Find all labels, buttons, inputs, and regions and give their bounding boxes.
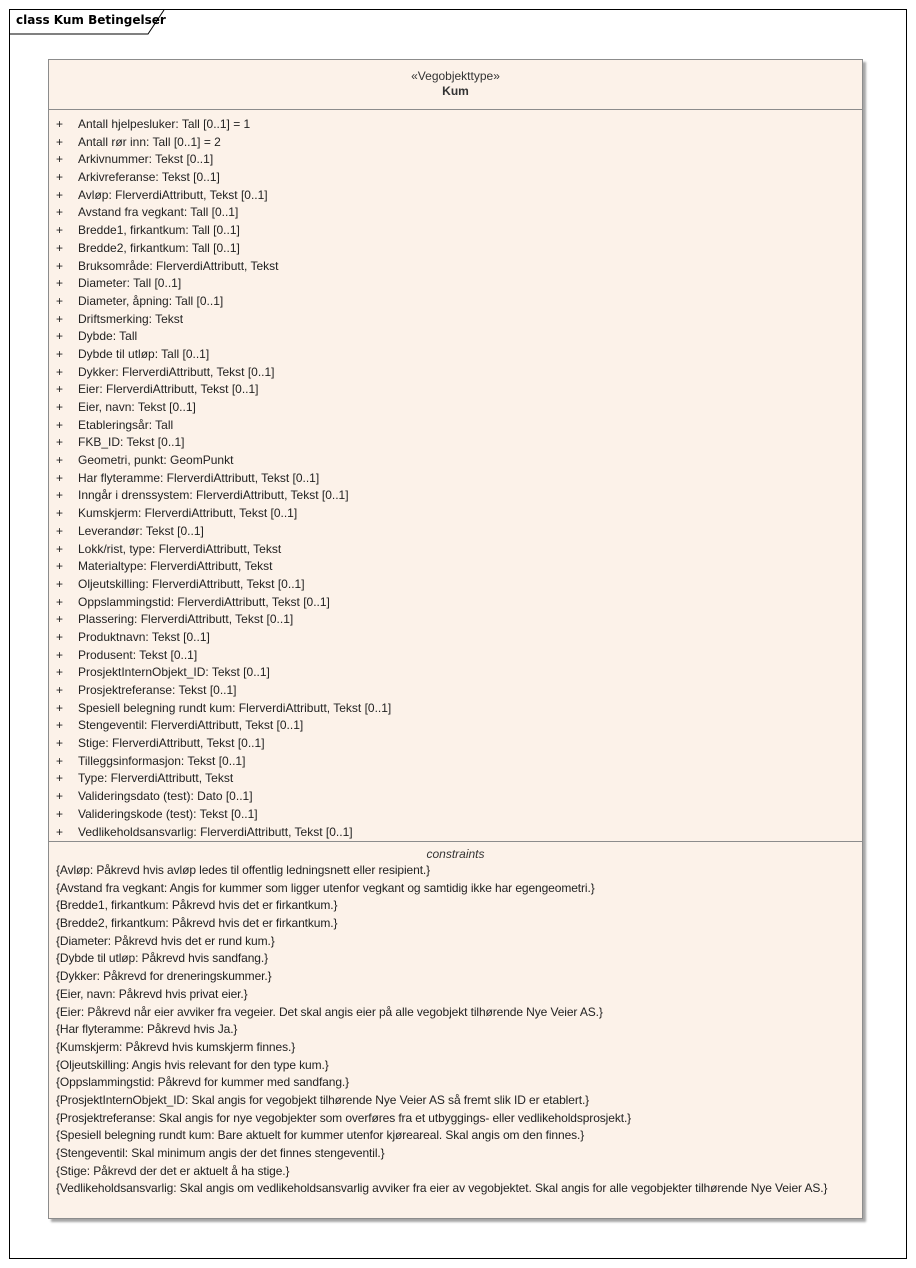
constraint-row: {Kumskjerm: Påkrevd hvis kumskjerm finnes.} [56,1039,296,1054]
attribute-text: Dykker: FlerverdiAttributt, Tekst [0..1] [78,364,275,379]
constraint-row: {Eier: Påkrevd når eier avviker fra vegeier. Det skal angis eier på alle vegobjekt tilhørende Nye Veier AS.} [56,1004,603,1019]
attribute-visibility: + [56,523,64,538]
attribute-text: Diameter, åpning: Tall [0..1] [78,293,224,308]
attribute-row[interactable] [49,187,862,205]
attribute-text: Produktnavn: Tekst [0..1] [78,629,210,644]
attribute-text: Prosjektreferanse: Tekst [0..1] [78,683,237,697]
attribute-visibility: + [56,276,64,291]
attribute-visibility: + [56,665,64,680]
attribute-row[interactable] [49,629,862,647]
attribute-row[interactable] [49,417,862,435]
attribute-text: Dybde til utløp: Tall [0..1] [78,346,210,361]
attribute-text: Stige: FlerverdiAttributt, Tekst [0..1] [78,736,265,751]
constraint-row: {Har flyteramme: Påkrevd hvis Ja.} [56,1022,238,1037]
attribute-visibility: + [56,647,64,662]
attribute-row[interactable] [49,311,862,329]
attribute-text: Vedlikeholdsansvarlig: FlerverdiAttributt, Tekst [0..1] [78,824,353,839]
attribute-visibility: + [56,488,64,503]
attribute-text: Tilleggsinformasjon: Tekst [0..1] [78,753,246,768]
attribute-text: Geometri, punkt: GeomPunkt [78,453,234,468]
attribute-visibility: + [56,329,64,344]
attribute-row[interactable] [49,275,862,293]
attribute-visibility: + [56,400,64,414]
attribute-visibility: + [56,612,64,627]
attribute-row[interactable] [49,806,862,824]
attribute-visibility: + [56,683,64,697]
attribute-text: Bruksområde: FlerverdiAttributt, Tekst [78,258,279,273]
attribute-visibility: + [56,824,64,839]
attribute-visibility: + [56,417,64,432]
attribute-visibility: + [56,187,64,202]
constraint-row: {Avløp: Påkrevd hvis avløp ledes til offentlig ledningsnett eller resipient.} [56,863,431,877]
attribute-text: Bredde1, firkantkum: Tall [0..1] [78,223,240,238]
attribute-row[interactable] [49,541,862,559]
attribute-row[interactable] [49,664,862,682]
attribute-visibility: + [56,435,64,450]
attribute-row[interactable] [49,523,862,541]
constraint-row: {Diameter: Påkrevd hvis det er rund kum.} [56,933,275,948]
attribute-visibility: + [56,346,64,361]
constraints-compartment [49,842,862,1198]
attribute-text: Etableringsår: Tall [78,417,174,432]
constraint-row: {Bredde2, firkantkum: Påkrevd hvis det er firkantkum.} [56,916,338,931]
attribute-text: Valideringsdato (test): Dato [0..1] [78,789,253,804]
constraint-row: {Stige: Påkrevd der det er aktuelt å ha stige.} [56,1163,290,1178]
attribute-row[interactable] [49,788,862,806]
attribute-row[interactable] [49,647,862,665]
attribute-row[interactable] [49,611,862,629]
attribute-text: Diameter: Tall [0..1] [78,276,182,291]
attribute-row[interactable] [49,753,862,771]
attribute-row[interactable] [49,735,862,753]
attribute-row[interactable] [49,682,862,700]
attribute-visibility: + [56,170,64,185]
attribute-row[interactable] [49,364,862,382]
attribute-text: Avstand fra vegkant: Tall [0..1] [78,205,239,220]
attribute-visibility: + [56,736,64,751]
attribute-visibility: + [56,559,64,574]
attribute-visibility: + [56,223,64,238]
attribute-visibility: + [56,771,64,786]
attribute-row[interactable] [49,452,862,470]
attribute-visibility: + [56,470,64,485]
attribute-text: Materialtype: FlerverdiAttributt, Tekst [78,559,273,574]
constraint-row: {Eier, navn: Påkrevd hvis privat eier.} [56,986,248,1001]
attribute-row[interactable] [49,240,862,258]
attribute-row[interactable] [49,328,862,346]
attribute-visibility: + [56,806,64,821]
attribute-row[interactable] [49,576,862,594]
attribute-visibility: + [56,258,64,273]
frame-tab [10,10,166,35]
attribute-visibility: + [56,117,64,131]
attribute-text: Bredde2, firkantkum: Tall [0..1] [78,240,240,255]
attribute-visibility: + [56,789,64,804]
attribute-row[interactable] [49,346,862,364]
attribute-row[interactable] [49,770,862,788]
attribute-row[interactable] [49,434,862,452]
attribute-row[interactable] [49,470,862,488]
attribute-row[interactable] [49,116,862,134]
constraint-row: {Bredde1, firkantkum: Påkrevd hvis det er firkantkum.} [56,898,338,913]
constraint-row: {Stengeventil: Skal minimum angis der det finnes stengeventil.} [56,1146,385,1160]
attribute-row[interactable] [49,824,862,842]
attribute-text: Antall rør inn: Tall [0..1] = 2 [78,134,221,149]
attribute-row[interactable] [49,717,862,735]
attribute-text: Stengeventil: FlerverdiAttributt, Tekst [0..1] [78,718,304,733]
attribute-text: Oljeutskilling: FlerverdiAttributt, Tekst [0..1] [78,576,305,591]
attribute-row[interactable] [49,258,862,276]
attribute-row[interactable] [49,134,862,152]
attribute-visibility: + [56,576,64,591]
constraints-title: constraints [426,847,485,861]
attribute-row[interactable] [49,558,862,576]
constraint-row: {Oljeutskilling: Angis hvis relevant for den type kum.} [56,1057,329,1072]
attribute-text: Valideringskode (test): Tekst [0..1] [78,806,258,821]
attribute-text: Kumskjerm: FlerverdiAttributt, Tekst [0..1] [78,506,298,521]
attribute-row[interactable] [49,151,862,169]
attribute-row[interactable] [49,222,862,240]
attribute-text: ProsjektInternObjekt_ID: Tekst [0..1] [78,665,270,680]
attribute-row[interactable] [49,594,862,612]
attribute-visibility: + [56,382,64,397]
attribute-visibility: + [56,700,64,715]
attribute-text: Arkivreferanse: Tekst [0..1] [78,170,220,185]
attribute-visibility: + [56,541,64,556]
constraint-row: {ProsjektInternObjekt_ID: Skal angis for vegobjekt tilhørende Nye Veier AS så fremt slik ID er etablert.} [56,1092,590,1107]
constraint-row: {Dybde til utløp: Påkrevd hvis sandfang.} [56,951,269,966]
attribute-visibility: + [56,629,64,644]
attribute-text: Type: FlerverdiAttributt, Tekst [78,771,234,786]
attribute-row[interactable] [49,381,862,399]
class-stereotype: «Vegobjekttype» [411,69,500,83]
constraint-row: {Vedlikeholdsansvarlig: Skal angis om vedlikeholdsansvarlig avviker fra eier av vegobjektet. Skal angis for alle vegobjekter tilhørende Nye Veier AS.} [56,1181,828,1196]
attribute-visibility: + [56,293,64,308]
attribute-visibility: + [56,506,64,521]
frame-label: class Kum Betingelser [16,13,166,27]
attribute-row[interactable] [49,505,862,523]
attribute-text: Arkivnummer: Tekst [0..1] [78,152,214,167]
attribute-visibility: + [56,240,64,255]
attribute-compartment [49,110,862,842]
attribute-row[interactable] [49,487,862,505]
attribute-text: Leverandør: Tekst [0..1] [78,523,204,538]
attribute-text: Lokk/rist, type: FlerverdiAttributt, Tekst [78,541,282,556]
attribute-text: Dybde: Tall [78,329,138,344]
attribute-text: FKB_ID: Tekst [0..1] [78,435,185,450]
attribute-text: Eier, navn: Tekst [0..1] [78,400,196,414]
attribute-text: Antall hjelpesluker: Tall [0..1] = 1 [78,117,251,131]
constraint-row: {Spesiell belegning rundt kum: Bare aktuelt for kummer utenfor kjøreareal. Skal angis om den finnes.} [56,1128,585,1143]
attribute-text: Plassering: FlerverdiAttributt, Tekst [0..1] [78,612,294,627]
attribute-text: Spesiell belegning rundt kum: FlerverdiAttributt, Tekst [0..1] [78,700,392,715]
attribute-row[interactable] [49,293,862,311]
attribute-text: Avløp: FlerverdiAttributt, Tekst [0..1] [78,187,268,202]
attribute-visibility: + [56,134,64,149]
attribute-visibility: + [56,152,64,167]
attribute-text: Inngår i drenssystem: FlerverdiAttributt, Tekst [0..1] [78,488,349,503]
class-name: Kum [442,84,469,98]
attribute-visibility: + [56,453,64,468]
attribute-text: Har flyteramme: FlerverdiAttributt, Tekst [0..1] [78,470,320,485]
attribute-row[interactable] [49,204,862,222]
attribute-text: Eier: FlerverdiAttributt, Tekst [0..1] [78,382,259,397]
attribute-visibility: + [56,594,64,609]
attribute-visibility: + [56,753,64,768]
constraint-row: {Dykker: Påkrevd for dreneringskummer.} [56,969,272,984]
attribute-row[interactable] [49,169,862,187]
attribute-row[interactable] [49,700,862,718]
attribute-visibility: + [56,364,64,379]
constraint-row: {Avstand fra vegkant: Angis for kummer som ligger utenfor vegkant og samtidig ikke har egengeometri.} [56,880,595,895]
attribute-text: Driftsmerking: Tekst [78,311,184,326]
class-kum[interactable] [48,59,863,1219]
attribute-row[interactable] [49,399,862,417]
attribute-text: Produsent: Tekst [0..1] [78,647,198,662]
constraint-row: {Oppslammingstid: Påkrevd for kummer med sandfang.} [56,1075,350,1090]
class-header [49,60,862,110]
constraint-row: {Prosjektreferanse: Skal angis for nye vegobjekter som overføres fra et utbyggings- eller vedlikeholdsprosjekt.} [56,1110,632,1125]
attribute-visibility: + [56,205,64,220]
attribute-visibility: + [56,311,64,326]
attribute-visibility: + [56,718,64,733]
attribute-text: Oppslammingstid: FlerverdiAttributt, Tekst [0..1] [78,594,330,609]
